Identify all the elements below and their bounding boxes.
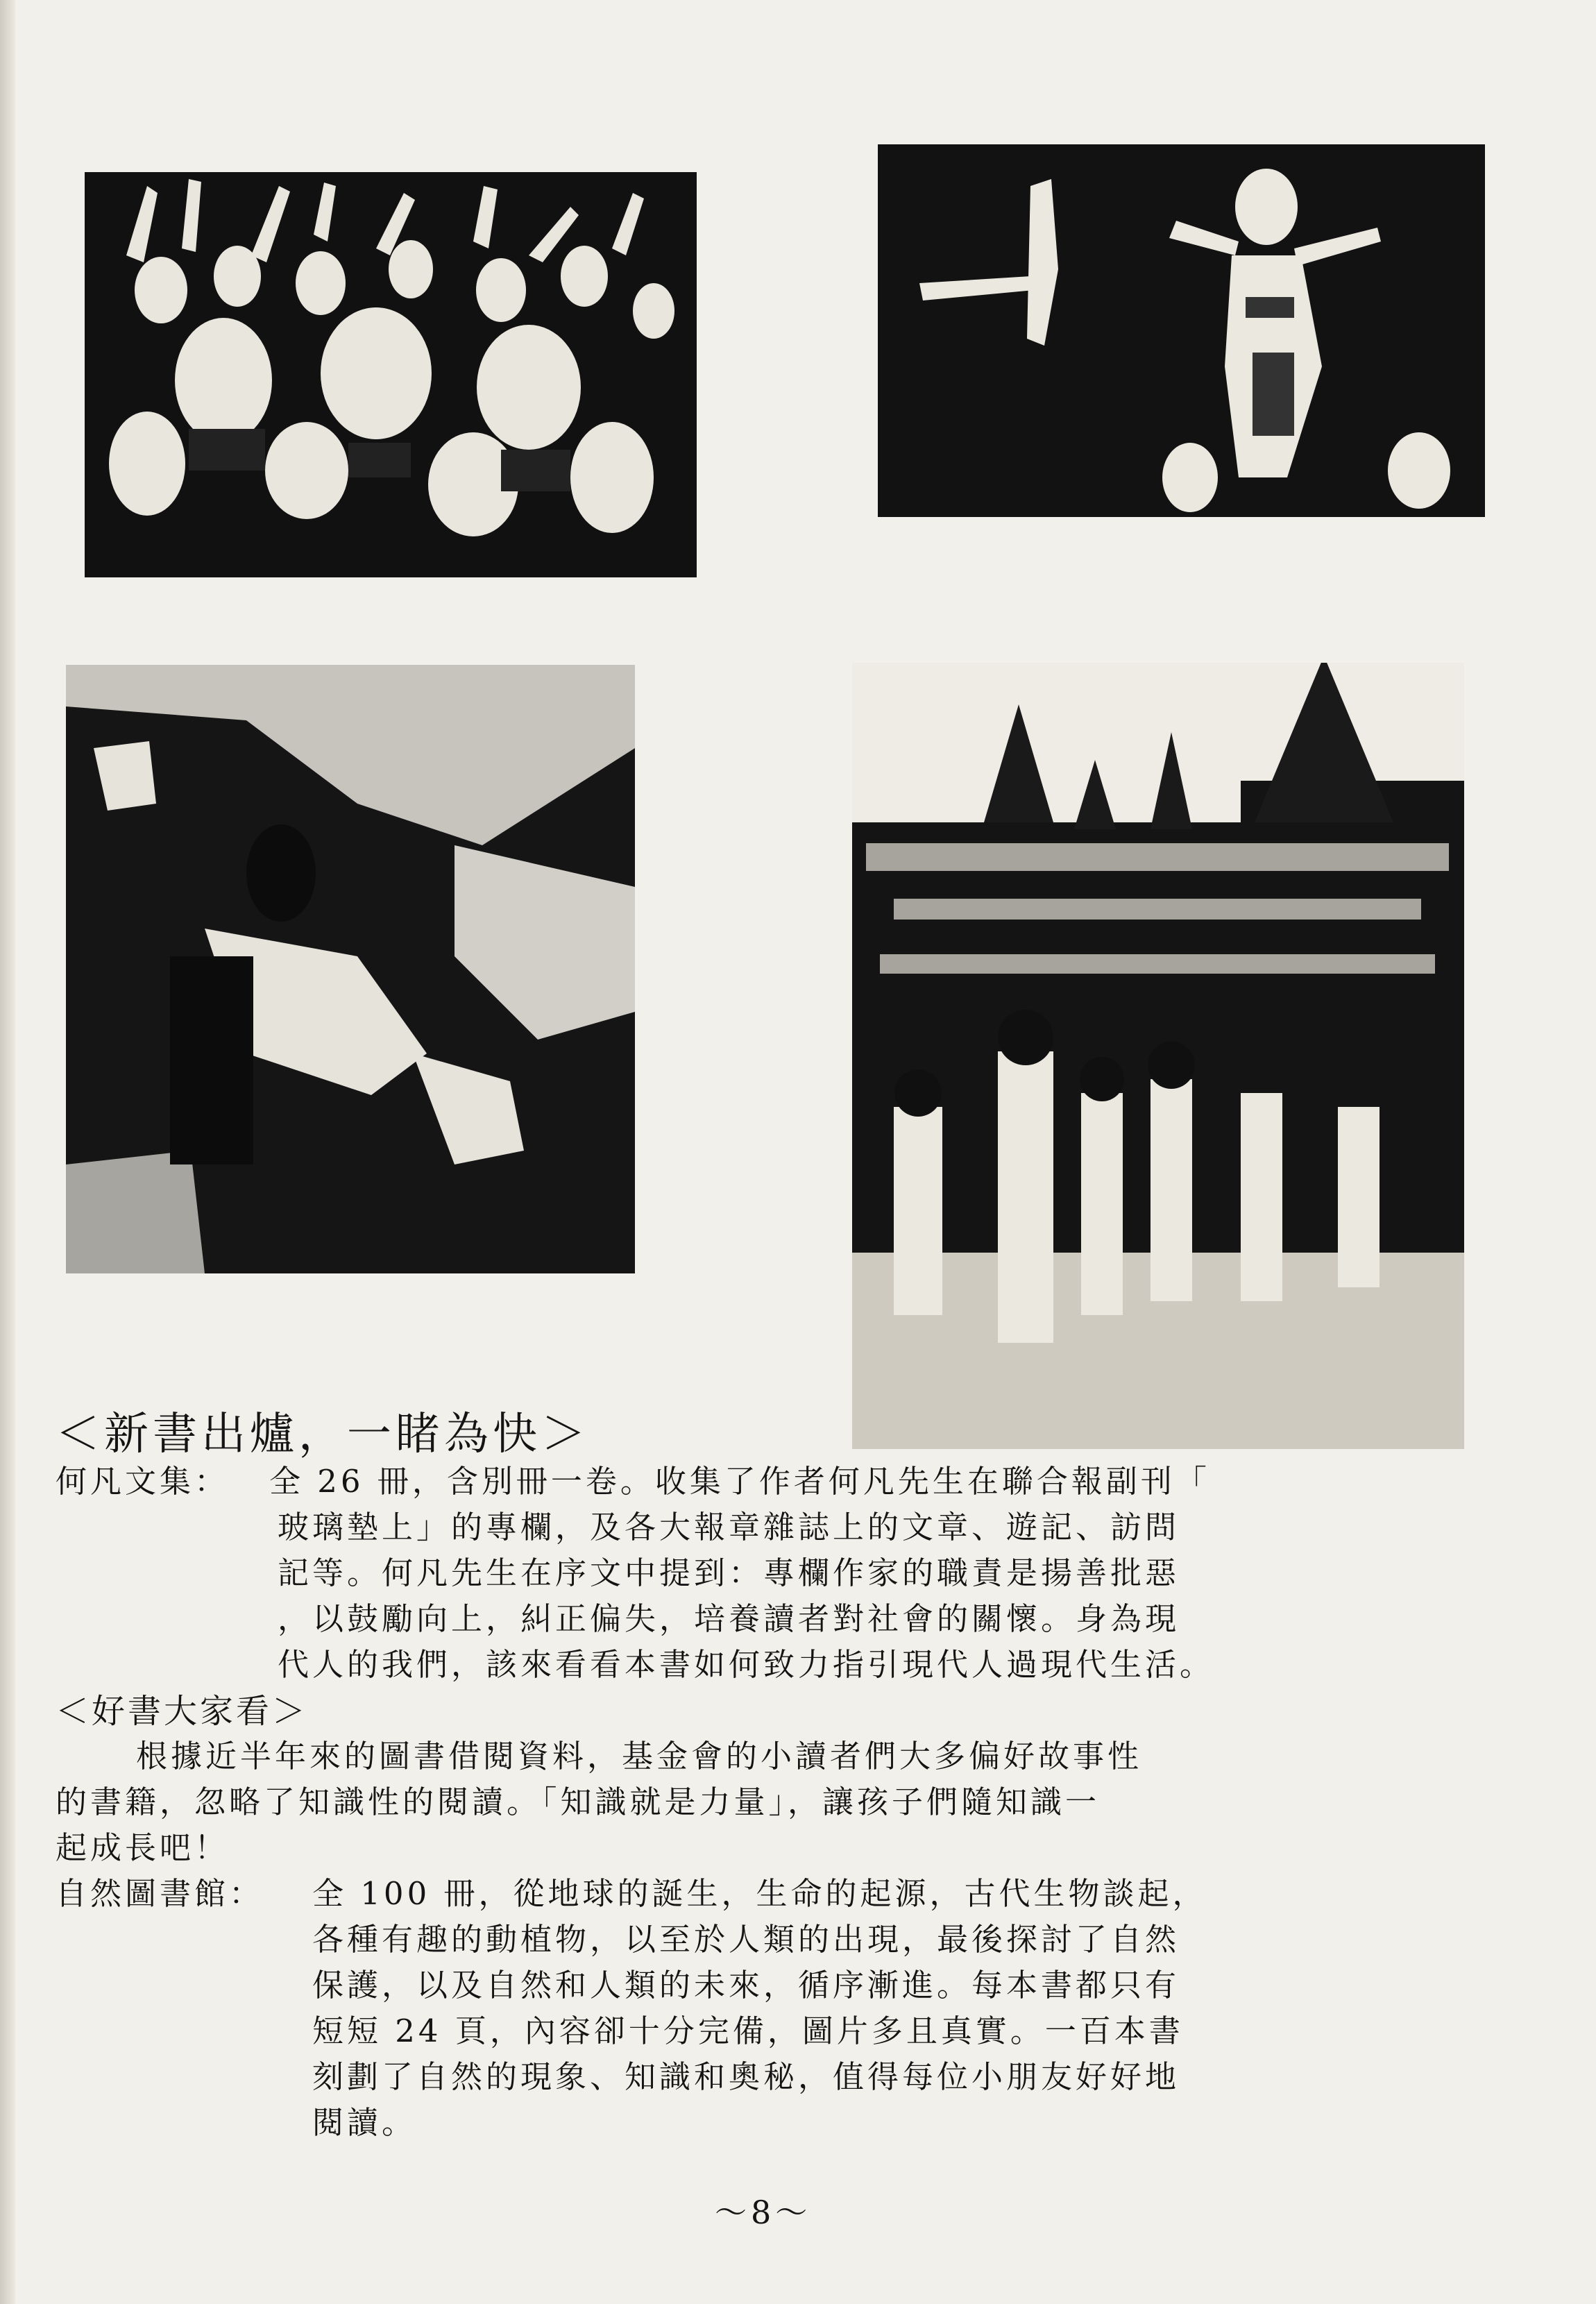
photo-balinese-dancer [878, 144, 1485, 517]
section-heading: ＜新書出爐，一睹為快＞ [56, 1409, 590, 1460]
entry-2-line: 全 100 冊，從地球的誕生，生命的起源，古代生物談起， [312, 1875, 1207, 1912]
paragraph-line: 起成長吧！ [56, 1829, 230, 1866]
section-2-heading: ＜好書大家看＞ [56, 1692, 309, 1731]
entry-1-label: 何凡文集： [56, 1463, 230, 1500]
entry-1-line: 代人的我們，該來看看本書如何致力指引現代人過現代生活。 [278, 1646, 1215, 1683]
entry-2-line: 各種有趣的動植物，以至於人類的出現，最後探討了自然 [312, 1921, 1180, 1958]
entry-2-line: 短短 24 頁，內容卻十分完備，圖片多且真實。一百本書 [312, 2013, 1184, 2049]
entry-2-line: 閱讀。 [312, 2104, 417, 2141]
page-number: ～8～ [715, 2194, 812, 2231]
entry-1-line: 玻璃墊上」的專欄，及各大報章雜誌上的文章、遊記、訪問 [278, 1509, 1180, 1545]
entry-2-line: 保護，以及自然和人類的未來，循序漸進。每本書都只有 [312, 1967, 1180, 2004]
entry-1-line: ，以鼓勵向上，糾正偏失，培養讀者對社會的關懷。身為現 [278, 1600, 1180, 1637]
paragraph-line: 根據近半年來的圖書借閱資料，基金會的小讀者們大多偏好故事性 [136, 1738, 1143, 1774]
entry-2-label: 自然圖書館： [56, 1875, 264, 1912]
entry-1-line: 記等。何凡先生在序文中提到：專欄作家的職責是揚善批惡 [278, 1555, 1180, 1591]
photo-masked-performer [66, 665, 635, 1273]
page-binding-edge [0, 0, 15, 2304]
photo-kecak-dancers [85, 172, 697, 577]
paragraph-line: 的書籍，忽略了知識性的閱讀。「知識就是力量」，讓孩子們隨知識一 [56, 1784, 1101, 1820]
entry-2-line: 刻劃了自然的現象、知識和奧秘，值得每位小朋友好好地 [312, 2058, 1180, 2095]
entry-1-line: 全 26 冊，含別冊一卷。收集了作者何凡先生在聯合報副刊「 [269, 1463, 1210, 1500]
photo-temple-procession [852, 663, 1464, 1449]
